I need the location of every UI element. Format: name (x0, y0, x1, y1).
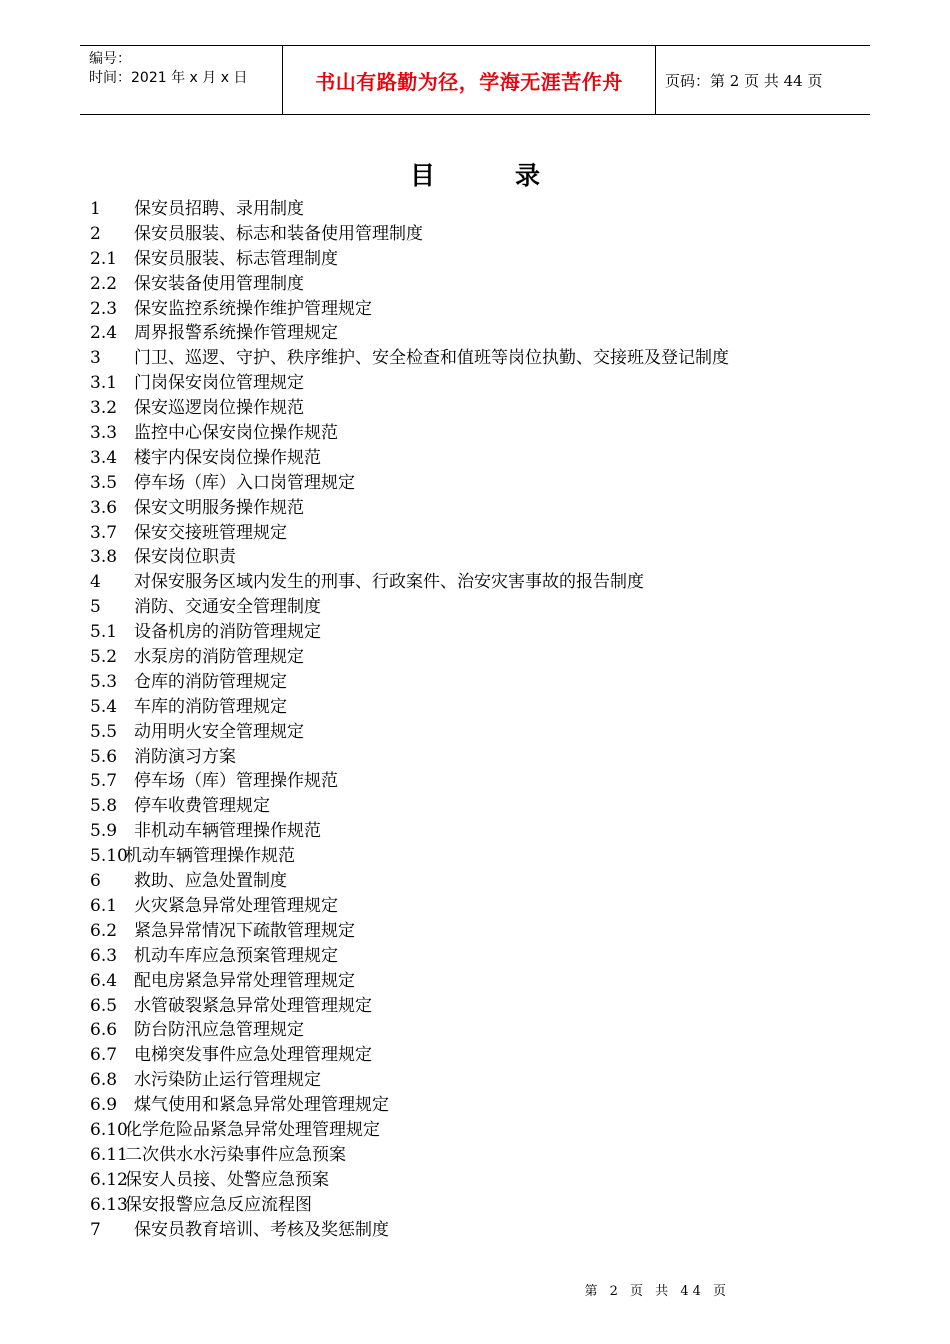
toc-item-title: 火灾紧急异常处理管理规定 (134, 895, 338, 916)
toc-item-title: 监控中心保安岗位操作规范 (134, 423, 338, 444)
toc-item-number: 2.3 (90, 298, 118, 319)
toc-item[interactable] (90, 321, 890, 346)
toc-item-title: 电梯突发事件应急处理管理规定 (134, 1045, 372, 1066)
toc-item[interactable] (90, 869, 890, 894)
toc-item-number: 6.1 (90, 895, 118, 916)
toc-item-number: 6.5 (90, 995, 118, 1016)
toc-item[interactable] (90, 1118, 890, 1143)
toc-item-title: 门卫、巡逻、守护、秩序维护、安全检查和值班等岗位执勤、交接班及登记制度 (134, 348, 729, 369)
toc-item-number: 6.13 (90, 1194, 128, 1215)
toc-item-title: 防台防汛应急管理规定 (134, 1020, 304, 1041)
toc-item[interactable] (90, 297, 890, 322)
toc-item-number: 6.9 (90, 1095, 118, 1116)
toc-item-number: 3.6 (90, 497, 118, 518)
toc-item[interactable] (90, 969, 890, 994)
toc-item-title: 配电房紧急异常处理管理规定 (134, 970, 355, 991)
toc-item-number: 1 (90, 199, 101, 219)
toc-item[interactable] (90, 1093, 890, 1118)
toc-item-title: 车库的消防管理规定 (134, 696, 287, 717)
toc-item-title: 煤气使用和紧急异常处理管理规定 (134, 1095, 389, 1116)
toc-item[interactable] (90, 794, 890, 819)
toc-item[interactable] (90, 819, 890, 844)
toc-item-number: 6 (90, 871, 101, 892)
page-footer: 第 2 页 共 44 页 (584, 1284, 730, 1299)
toc-item-number: 5.10 (90, 846, 128, 867)
toc-item[interactable] (90, 371, 890, 396)
toc-item-number: 3 (90, 348, 101, 369)
toc-item-title: 救助、应急处置制度 (134, 871, 287, 892)
toc-item-title: 楼宇内保安岗位操作规范 (134, 447, 321, 468)
toc-item[interactable] (90, 197, 890, 222)
toc-item-number: 3.8 (90, 547, 118, 568)
toc-item[interactable] (90, 994, 890, 1019)
toc-item[interactable] (90, 545, 890, 570)
toc-item-title: 非机动车辆管理操作规范 (134, 821, 321, 842)
toc-item-title: 保安文明服务操作规范 (134, 497, 304, 518)
toc-item-title: 保安员服装、标志和装备使用管理制度 (134, 223, 423, 244)
toc-item[interactable] (90, 670, 890, 695)
toc-item-number: 2 (90, 223, 101, 244)
toc-item-title: 设备机房的消防管理规定 (134, 622, 321, 643)
toc-item[interactable] (90, 570, 890, 595)
toc-item[interactable] (90, 521, 890, 546)
toc-item-number: 5.6 (90, 746, 118, 767)
toc-item-title: 仓库的消防管理规定 (134, 671, 287, 692)
toc-item-title: 周界报警系统操作管理规定 (134, 323, 338, 344)
toc-item-number: 6.10 (90, 1119, 128, 1140)
table-of-contents (90, 197, 890, 1242)
toc-item-title: 保安报警应急反应流程图 (125, 1194, 312, 1215)
page-header (80, 45, 870, 115)
toc-item-title: 保安员招聘、录用制度 (134, 199, 304, 219)
toc-item-number: 3.5 (90, 472, 118, 493)
toc-title: 目录 (409, 161, 620, 190)
toc-item-title: 对保安服务区域内发生的刑事、行政案件、治安灾害事故的报告制度 (134, 572, 644, 593)
toc-item-number: 3.7 (90, 522, 118, 543)
toc-item[interactable] (90, 247, 890, 272)
toc-item[interactable] (90, 844, 890, 869)
toc-item-title: 门岗保安岗位管理规定 (134, 373, 304, 394)
toc-item-number: 6.7 (90, 1045, 118, 1066)
toc-item[interactable] (90, 645, 890, 670)
toc-item-number: 5.8 (90, 796, 118, 817)
toc-item-number: 2.4 (90, 323, 118, 344)
toc-item-title: 消防、交通安全管理制度 (134, 597, 321, 618)
toc-item-number: 3.4 (90, 447, 118, 468)
toc-item-title: 停车场（库）入口岗管理规定 (134, 472, 355, 493)
toc-item[interactable] (90, 1068, 890, 1093)
toc-item[interactable] (90, 1193, 890, 1218)
toc-item-title: 保安装备使用管理制度 (134, 273, 304, 294)
toc-item[interactable] (90, 496, 890, 521)
header-motto: 书山有路勤为径，学海无涯苦作舟 (315, 69, 623, 94)
toc-item[interactable] (90, 346, 890, 371)
toc-item[interactable] (90, 1218, 890, 1243)
toc-item-title: 保安员服装、标志管理制度 (134, 248, 338, 269)
toc-item[interactable] (90, 222, 890, 247)
toc-item-number: 2.2 (90, 273, 118, 294)
document-time: 时间：2021 年 x 月 x 日 (89, 70, 248, 86)
header-page-info (656, 46, 870, 114)
toc-item[interactable] (90, 720, 890, 745)
toc-item-number: 6.3 (90, 945, 118, 966)
document-number-label: 编号： (89, 51, 131, 67)
toc-item[interactable] (90, 1168, 890, 1193)
toc-item-number: 7 (90, 1219, 101, 1240)
toc-item[interactable] (90, 595, 890, 620)
toc-item-number: 6.12 (90, 1169, 128, 1190)
toc-item-title: 停车场（库）管理操作规范 (134, 771, 338, 792)
toc-item-number: 2.1 (90, 248, 118, 269)
toc-item-title: 动用明火安全管理规定 (134, 721, 304, 742)
toc-item-title: 保安监控系统操作维护管理规定 (134, 298, 372, 319)
toc-item-number: 5.3 (90, 671, 118, 692)
toc-item-number: 3.1 (90, 373, 118, 394)
toc-item[interactable] (90, 944, 890, 969)
toc-item-title: 停车收费管理规定 (134, 796, 270, 817)
header-page-number: 页码：第 2 页 共 44 页 (665, 71, 823, 90)
toc-item-number: 5.2 (90, 647, 118, 668)
toc-item-number: 6.4 (90, 970, 118, 991)
toc-item-number: 6.6 (90, 1020, 118, 1041)
toc-item-title: 水污染防止运行管理规定 (134, 1070, 321, 1091)
toc-item-number: 6.8 (90, 1070, 118, 1091)
toc-item[interactable] (90, 272, 890, 297)
toc-item-number: 6.11 (90, 1144, 128, 1165)
toc-item-number: 5.7 (90, 771, 118, 792)
toc-item-title: 水管破裂紧急异常处理管理规定 (134, 995, 372, 1016)
toc-item-number: 3.3 (90, 423, 118, 444)
toc-item[interactable] (90, 695, 890, 720)
header-meta (80, 46, 282, 114)
toc-item-title: 保安交接班管理规定 (134, 522, 287, 543)
toc-item[interactable] (90, 769, 890, 794)
toc-item[interactable] (90, 421, 890, 446)
toc-item-title: 化学危险品紧急异常处理管理规定 (125, 1119, 380, 1140)
toc-item-title: 保安人员接、处警应急预案 (125, 1169, 329, 1190)
toc-item-title: 保安岗位职责 (134, 547, 236, 568)
toc-item[interactable] (90, 894, 890, 919)
toc-item-title: 二次供水水污染事件应急预案 (125, 1144, 346, 1165)
toc-item-number: 4 (90, 572, 101, 593)
toc-item[interactable] (90, 471, 890, 496)
toc-item-number: 5.4 (90, 696, 118, 717)
toc-item[interactable] (90, 919, 890, 944)
toc-item-number: 5.9 (90, 821, 118, 842)
toc-item-title: 水泵房的消防管理规定 (134, 647, 304, 668)
toc-item-title: 保安员教育培训、考核及奖惩制度 (134, 1219, 389, 1240)
toc-item[interactable] (90, 1143, 890, 1168)
toc-item[interactable] (90, 396, 890, 421)
toc-item[interactable] (90, 1018, 890, 1043)
toc-item-title: 保安巡逻岗位操作规范 (134, 398, 304, 419)
toc-item[interactable] (90, 446, 890, 471)
toc-item[interactable] (90, 745, 890, 770)
toc-item-number: 5.5 (90, 721, 118, 742)
toc-item-number: 3.2 (90, 398, 118, 419)
header-motto-cell (282, 46, 656, 114)
toc-item[interactable] (90, 620, 890, 645)
toc-item-title: 机动车库应急预案管理规定 (134, 945, 338, 966)
toc-item-number: 6.2 (90, 920, 118, 941)
toc-item[interactable] (90, 1043, 890, 1068)
toc-item-title: 消防演习方案 (134, 746, 236, 767)
toc-item-title: 机动车辆管理操作规范 (125, 846, 295, 867)
toc-item-number: 5.1 (90, 622, 118, 643)
toc-item-title: 紧急异常情况下疏散管理规定 (134, 920, 355, 941)
toc-item-number: 5 (90, 597, 101, 618)
